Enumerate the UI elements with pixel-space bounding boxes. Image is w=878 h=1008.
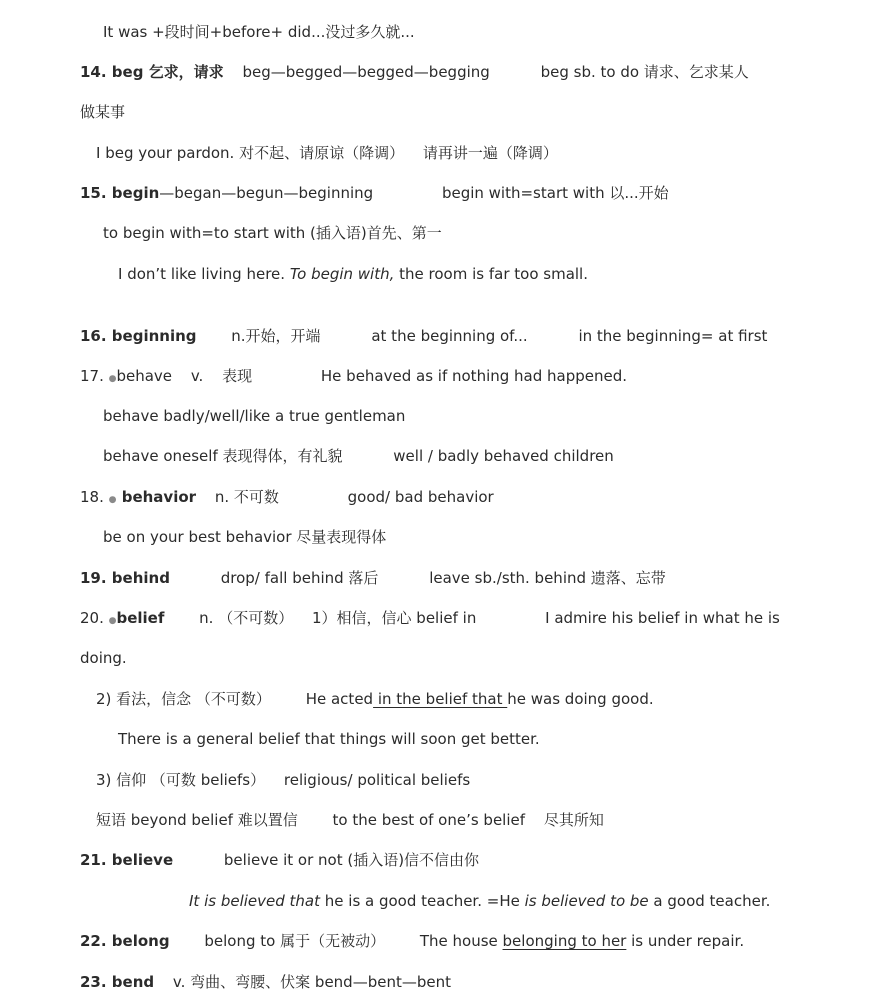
example-italic: It is believed that [189, 892, 320, 910]
verb-forms: —began—begun—beginning [159, 184, 374, 202]
text-segment: It was +段时间+before+ did...没过多久就... [103, 23, 415, 41]
entry-19-line [80, 568, 666, 588]
entry-number: 18. [80, 488, 109, 506]
example-text: I don’t like living here. [118, 265, 290, 283]
entry-18-line [80, 487, 494, 507]
usage-text: drop/ fall behind 落后 [220, 569, 379, 587]
text-line [96, 689, 654, 709]
phrase-text: 短语 beyond belief 难以置信 [96, 811, 298, 829]
example-text: He acted [305, 690, 374, 708]
example-text: doing. [80, 649, 127, 667]
entry-17-line [80, 366, 627, 386]
definition-text: n. 不可数 [214, 488, 279, 506]
entry-headword: behave [116, 367, 173, 385]
text-line [103, 527, 386, 547]
text-line [80, 648, 127, 668]
example-text: a good teacher. [648, 892, 771, 910]
text-line [96, 770, 470, 790]
phrase-text: 尽其所知 [543, 811, 604, 829]
entry-headword: 19. behind [80, 569, 170, 587]
entry-number: 17. [80, 367, 109, 385]
text-line [103, 22, 415, 42]
example-line [118, 729, 540, 749]
example-underlined: belonging to her [502, 932, 627, 950]
entry-headword: belief [116, 609, 165, 627]
phrase-text: to the best of one’s belief [332, 811, 526, 829]
entry-headword: 15. begin [80, 184, 160, 202]
entry-23-line [80, 972, 451, 992]
usage-text: beg sb. to do 请求、乞求某人 [540, 63, 749, 81]
text-line [103, 406, 405, 426]
definition-text: 1）相信，信心 belief in [312, 609, 477, 627]
usage-text: belong to 属于（无被动） [204, 932, 386, 950]
entry-16-line [80, 326, 767, 346]
usage-text: behave oneself 表现得体，有礼貌 [103, 447, 343, 465]
example-text: There is a general belief that things will soon get better. [118, 730, 540, 748]
example-text: The house [419, 932, 503, 950]
text-line [80, 102, 125, 122]
example-text: 请再讲一遍（降调） [422, 144, 558, 162]
text-line [96, 143, 558, 163]
usage-text: leave sb./sth. behind 遗落、忘带 [429, 569, 666, 587]
definition-text: 表现 [222, 367, 253, 385]
entry-headword: 21. believe [80, 851, 174, 869]
entry-14-line [80, 62, 749, 82]
example-text: he was doing good. [507, 690, 654, 708]
example-text: I beg your pardon. 对不起、请原谅（降调） [96, 144, 405, 162]
usage-text: in the beginning= at first [578, 327, 768, 345]
definition-text: n.开始，开端 [231, 327, 321, 345]
definition-text: 3) 信仰 （可数 beliefs） [96, 771, 266, 789]
usage-text: be on your best behavior 尽量表现得体 [103, 528, 387, 546]
usage-text: believe it or not (插入语)信不信由你 [223, 851, 480, 869]
entry-21-line [80, 850, 479, 870]
entry-15-line [80, 183, 669, 203]
usage-text: begin with=start with 以...开始 [441, 184, 669, 202]
entry-headword: 16. beginning [80, 327, 197, 345]
entry-headword: 23. bend [80, 973, 155, 991]
circle-mark-icon: ● [108, 616, 117, 626]
usage-text: to begin with=to start with (插入语)首先、第一 [103, 224, 442, 242]
example-italic: is believed to be [524, 892, 649, 910]
example-text: the room is far too small. [394, 265, 588, 283]
definition-text: n. （不可数） [199, 609, 294, 627]
entry-headword: 14. beg 乞求，请求 [80, 63, 224, 81]
entry-22-line [80, 931, 744, 951]
usage-text: good/ bad behavior [347, 488, 494, 506]
usage-text: behave badly/well/like a true gentleman [103, 407, 406, 425]
definition-text: 2) 看法，信念 （不可数） [96, 690, 271, 708]
example-line [189, 891, 770, 911]
example-text: He behaved as if nothing had happened. [320, 367, 628, 385]
definition-text: v. 弯曲、弯腰、伏案 bend—bent—bent [172, 973, 451, 991]
example-italic: To begin with, [289, 265, 395, 283]
text-line [96, 810, 604, 830]
example-line [118, 264, 588, 284]
entry-20-line [80, 608, 780, 628]
usage-text: well / badly behaved children [393, 447, 614, 465]
part-of-speech: v. [190, 367, 204, 385]
usage-text: religious/ political beliefs [283, 771, 471, 789]
usage-text: at the beginning of... [371, 327, 528, 345]
verb-forms: beg—begged—begged—begging [242, 63, 490, 81]
example-text: is under repair. [626, 932, 745, 950]
entry-number: 20. [80, 609, 109, 627]
text-line [103, 446, 614, 466]
example-text: he is a good teacher. =He [320, 892, 525, 910]
text-segment: 做某事 [80, 103, 126, 121]
circle-mark-icon: ● [108, 374, 117, 384]
entry-headword: behavior [116, 488, 197, 506]
entry-headword: 22. belong [80, 932, 170, 950]
example-underlined: in the belief that [373, 690, 508, 708]
text-line [103, 223, 442, 243]
circle-mark-icon: ● [108, 495, 117, 505]
example-text: I admire his belief in what he is [545, 609, 780, 627]
